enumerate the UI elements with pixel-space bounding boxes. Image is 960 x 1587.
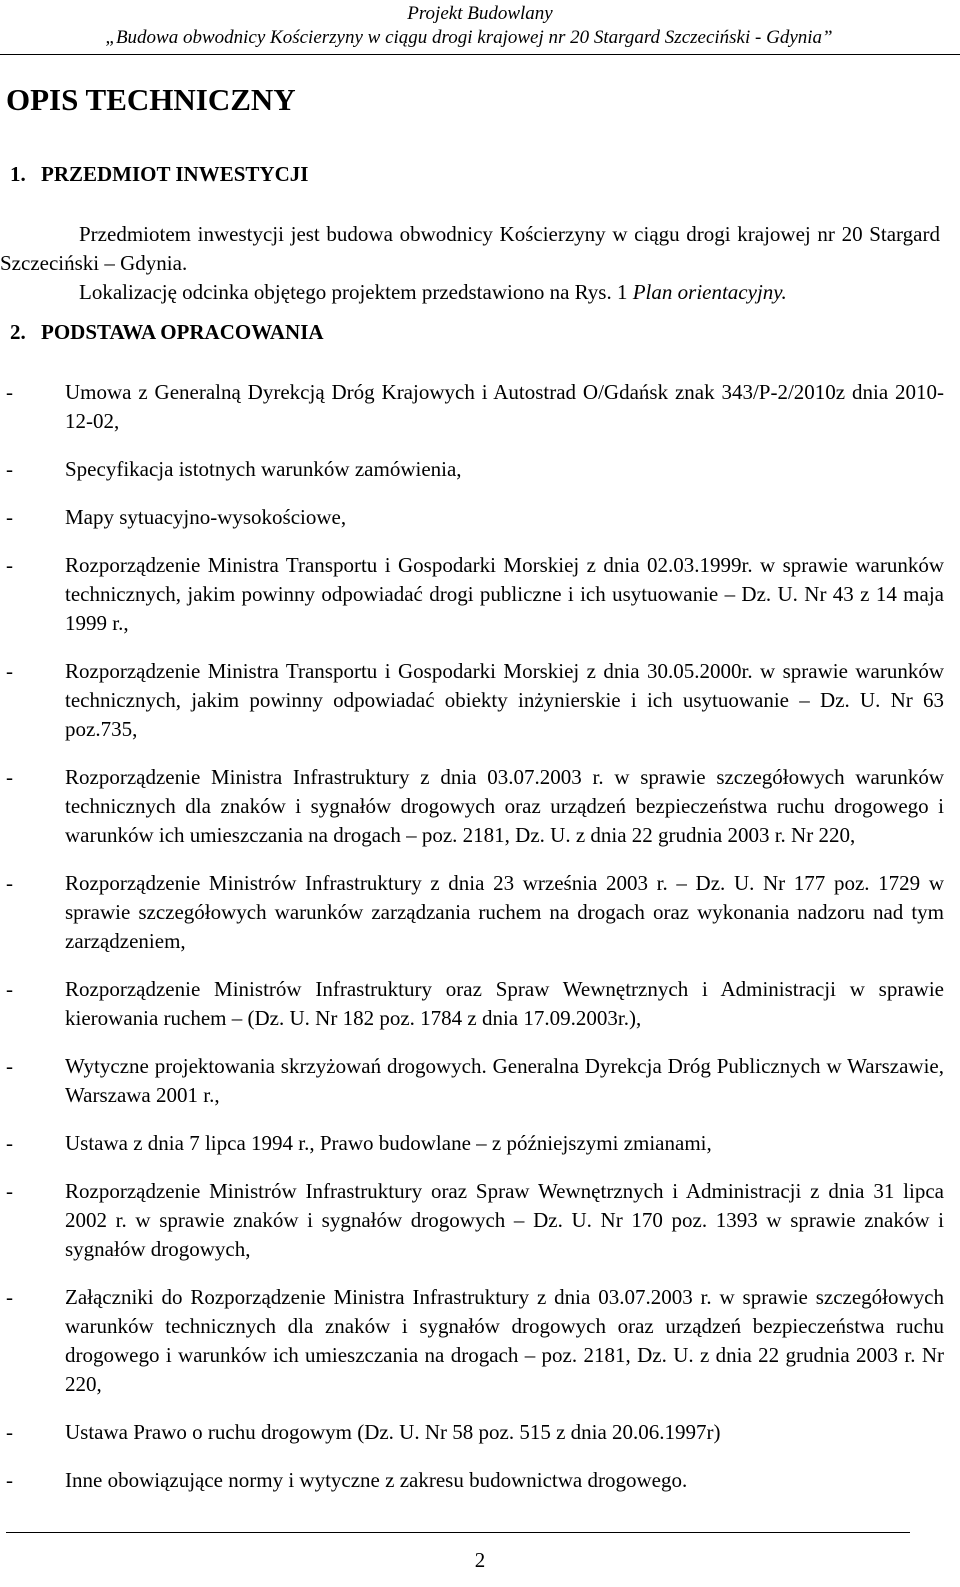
list-dash: - — [6, 977, 13, 1001]
list-item — [0, 455, 944, 484]
list-item-text: Rozporządzenie Ministra Transportu i Gospodarki Morskiej z dnia 30.05.2000r. w sprawie warunków technicznych, jakim powinny odpowiadać obiekty inżynierskie i ich usytuowanie – Dz. U. Nr 63 poz.735, — [65, 659, 944, 741]
header-project-label: Projekt Budowlany — [407, 3, 553, 24]
list-item-text: Mapy sytuacyjno-wysokościowe, — [65, 505, 347, 529]
list-item — [0, 1052, 944, 1110]
page-number: 2 — [474, 1548, 486, 1572]
section-1-heading — [10, 160, 308, 188]
section-2-number: 2. — [10, 320, 26, 344]
basis-list — [0, 378, 944, 1514]
list-item-text: Ustawa z dnia 7 lipca 1994 r., Prawo budowlane – z późniejszymi zmianami, — [65, 1131, 712, 1155]
section-1-body — [0, 220, 940, 307]
list-dash: - — [6, 1131, 13, 1155]
footer-divider — [6, 1532, 910, 1533]
list-dash: - — [6, 505, 13, 529]
list-item — [0, 1466, 944, 1495]
list-dash: - — [6, 1054, 13, 1078]
page-header — [0, 2, 960, 50]
list-item — [0, 1129, 944, 1158]
list-dash: - — [6, 553, 13, 577]
list-item — [0, 378, 944, 436]
header-project-title: „Budowa obwodnicy Kościerzyny w ciągu drogi krajowej nr 20 Stargard Szczeciński - Gdynia” — [105, 27, 833, 48]
location-text: Lokalizację odcinka objętego projektem przedstawiono na Rys. 1 — [79, 280, 633, 304]
list-dash: - — [6, 1468, 13, 1492]
list-item — [0, 1418, 944, 1447]
list-dash: - — [6, 457, 13, 481]
list-item-text: Rozporządzenie Ministra Infrastruktury z dnia 03.07.2003 r. w sprawie szczegółowych warunków technicznych dla znaków i sygnałów drogowych oraz urządzeń bezpieczeństwa ruchu drogowego i warunków ich umieszczania na drogach – poz. 2181, Dz. U. z dnia 22 grudnia 2003 r. Nr 220, — [65, 765, 944, 847]
section-2-title: PODSTAWA OPRACOWANIA — [41, 320, 324, 344]
list-item-text: Ustawa Prawo o ruchu drogowym (Dz. U. Nr 58 poz. 515 z dnia 20.06.1997r) — [65, 1420, 721, 1444]
list-item-text: Rozporządzenie Ministrów Infrastruktury oraz Spraw Wewnętrznych i Administracji w sprawie kierowania ruchem – (Dz. U. Nr 182 poz. 1784 z dnia 17.09.2003r.), — [65, 977, 944, 1030]
list-dash: - — [6, 1420, 13, 1444]
list-item — [0, 869, 944, 956]
list-dash: - — [6, 1179, 13, 1203]
list-item — [0, 503, 944, 532]
document-title: OPIS TECHNICZNY — [6, 82, 296, 117]
list-item — [0, 763, 944, 850]
list-item-text: Wytyczne projektowania skrzyżowań drogowych. Generalna Dyrekcja Dróg Publicznych w Warszawie, Warszawa 2001 r., — [65, 1054, 944, 1107]
list-item — [0, 657, 944, 744]
list-dash: - — [6, 659, 13, 683]
list-item-text: Inne obowiązujące normy i wytyczne z zakresu budownictwa drogowego. — [65, 1468, 688, 1492]
list-item-text: Załączniki do Rozporządzenie Ministra Infrastruktury z dnia 03.07.2003 r. w sprawie szczegółowych warunków technicznych dla znaków i sygnałów drogowych oraz urządzeń bezpieczeństwa ruchu drogowego i warunków ich umieszczania na drogach – poz. 2181, Dz. U. z dnia 22 grudnia 2003 r. Nr 220, — [65, 1285, 944, 1396]
list-item — [0, 975, 944, 1033]
list-item-text: Rozporządzenie Ministrów Infrastruktury z dnia 23 września 2003 r. – Dz. U. Nr 177 poz. 1729 w sprawie szczegółowych warunków zarządzania ruchem na drogach oraz wykonania nadzoru nad tym zarządzeniem, — [65, 871, 944, 953]
list-item — [0, 1283, 944, 1399]
header-divider — [0, 54, 960, 55]
list-dash: - — [6, 1285, 13, 1309]
list-dash: - — [6, 380, 13, 404]
list-dash: - — [6, 765, 13, 789]
location-figure-ref: Plan orientacyjny. — [632, 280, 787, 304]
section-2-heading — [10, 318, 324, 346]
list-dash: - — [6, 871, 13, 895]
section-1-location-line — [0, 278, 940, 307]
list-item — [0, 1177, 944, 1264]
list-item-text: Rozporządzenie Ministrów Infrastruktury oraz Spraw Wewnętrznych i Administracji z dnia 31 lipca 2002 r. w sprawie znaków i sygnałów drogowych – Dz. U. Nr 170 poz. 1393 w sprawie znaków i sygnałów drogowych, — [65, 1179, 944, 1261]
list-item — [0, 551, 944, 638]
list-item-text: Umowa z Generalną Dyrekcją Dróg Krajowych i Autostrad O/Gdańsk znak 343/P-2/2010z dnia 2010-12-02, — [65, 380, 944, 433]
section-1-title: PRZEDMIOT INWESTYCJI — [41, 162, 309, 186]
list-item-text: Specyfikacja istotnych warunków zamówienia, — [65, 457, 462, 481]
list-item-text: Rozporządzenie Ministra Transportu i Gospodarki Morskiej z dnia 02.03.1999r. w sprawie warunków technicznych, jakim powinny odpowiadać drogi publiczne i ich usytuowanie – Dz. U. Nr 43 z 14 maja 1999 r., — [65, 553, 944, 635]
section-1-number: 1. — [10, 162, 26, 186]
section-1-paragraph: Przedmiotem inwestycji jest budowa obwodnicy Kościerzyny w ciągu drogi krajowej nr 20 Stargard Szczeciński – Gdynia. — [0, 222, 940, 275]
